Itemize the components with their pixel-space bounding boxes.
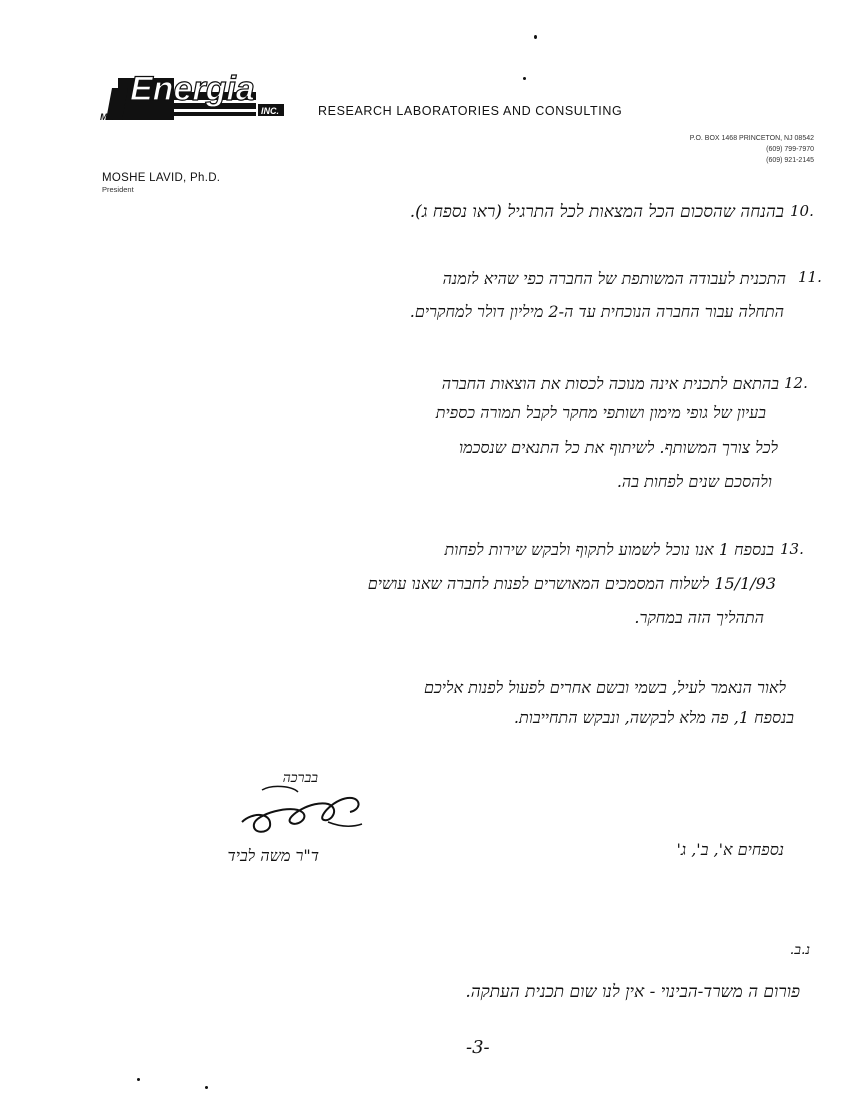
handwritten-line: לכל צורך המשותף. לשיתוף את כל התנאים שנסכמו bbox=[459, 438, 778, 457]
energia-logo bbox=[98, 70, 288, 126]
handwritten-line: 15/1/93 לשלוח המסמכים המאושרים לפנות לחברה שאנו עושים bbox=[367, 574, 776, 593]
sender-name: MOSHE LAVID, Ph.D. bbox=[102, 172, 221, 184]
item-number: 11. bbox=[798, 268, 822, 286]
address-line: (609) 921-2145 bbox=[766, 157, 814, 164]
ps-text: פורום ה משרד-הבינוי - אין לנו שום תכנית העתקה. bbox=[465, 982, 800, 1002]
scan-speck bbox=[534, 35, 537, 39]
scan-speck bbox=[523, 77, 526, 80]
handwritten-line: התהליך הזה במחקר. bbox=[634, 608, 764, 627]
item-number: 13. bbox=[780, 540, 804, 558]
company-address bbox=[654, 133, 814, 166]
handwritten-line: בהנחה שהסכום הכל המצאות לכל התרגיל (ראו נספח ג). bbox=[409, 202, 784, 222]
logo-inc-text: INC. bbox=[261, 106, 279, 116]
greeting-text: בברכה bbox=[282, 770, 318, 786]
signature-name: ד"ר משה לביד bbox=[227, 846, 319, 865]
scan-speck bbox=[137, 1078, 140, 1081]
ps-label: נ.ב. bbox=[789, 942, 810, 958]
attachments-label: נספחים א', ב', ג' bbox=[676, 840, 784, 859]
sender-title: President bbox=[102, 185, 134, 194]
handwritten-line: בהתאם לתכנית אינה מנוכה לכסות את הוצאות החברה bbox=[441, 374, 779, 393]
handwritten-line: לאור הנאמר לעיל, בשמי ובשם אחרים לפעול לפנות אליכם bbox=[423, 678, 786, 697]
signature-scribble bbox=[232, 782, 372, 842]
logo-ml-text: ML bbox=[100, 112, 113, 122]
company-tagline: RESEARCH LABORATORIES AND CONSULTING bbox=[318, 104, 623, 118]
handwritten-line: ולהסכם שנים לפחות בה. bbox=[616, 472, 772, 491]
item-number: 10. bbox=[790, 202, 814, 220]
page-number: -3- bbox=[466, 1037, 490, 1058]
logo-word-text: Energia bbox=[130, 70, 255, 108]
handwritten-line: בעיון של גופי מימון ושותפי מחקר לקבל תמורה כספית bbox=[435, 403, 766, 422]
address-line: P.O. BOX 1468 PRINCETON, NJ 08542 bbox=[689, 135, 814, 142]
address-line: (609) 799-7970 bbox=[766, 146, 814, 153]
handwritten-line: התכנית לעבודה המשותפת של החברה כפי שהיא לזמנה bbox=[442, 269, 786, 288]
handwritten-line: בנספח 1 אנו נוכל לשמוע לתקוף ולבקש שירות לפחות bbox=[444, 540, 774, 559]
handwritten-line: התחלה עבור החברה הנוכחית עד ה-2 מיליון דולר למחקרים. bbox=[409, 302, 784, 321]
scan-speck bbox=[205, 1086, 208, 1089]
item-number: 12. bbox=[784, 374, 808, 392]
handwritten-line: בנספח 1, פה מלא לבקשה, ונבקש התחייבות. bbox=[513, 708, 794, 727]
sender-block bbox=[102, 172, 220, 194]
